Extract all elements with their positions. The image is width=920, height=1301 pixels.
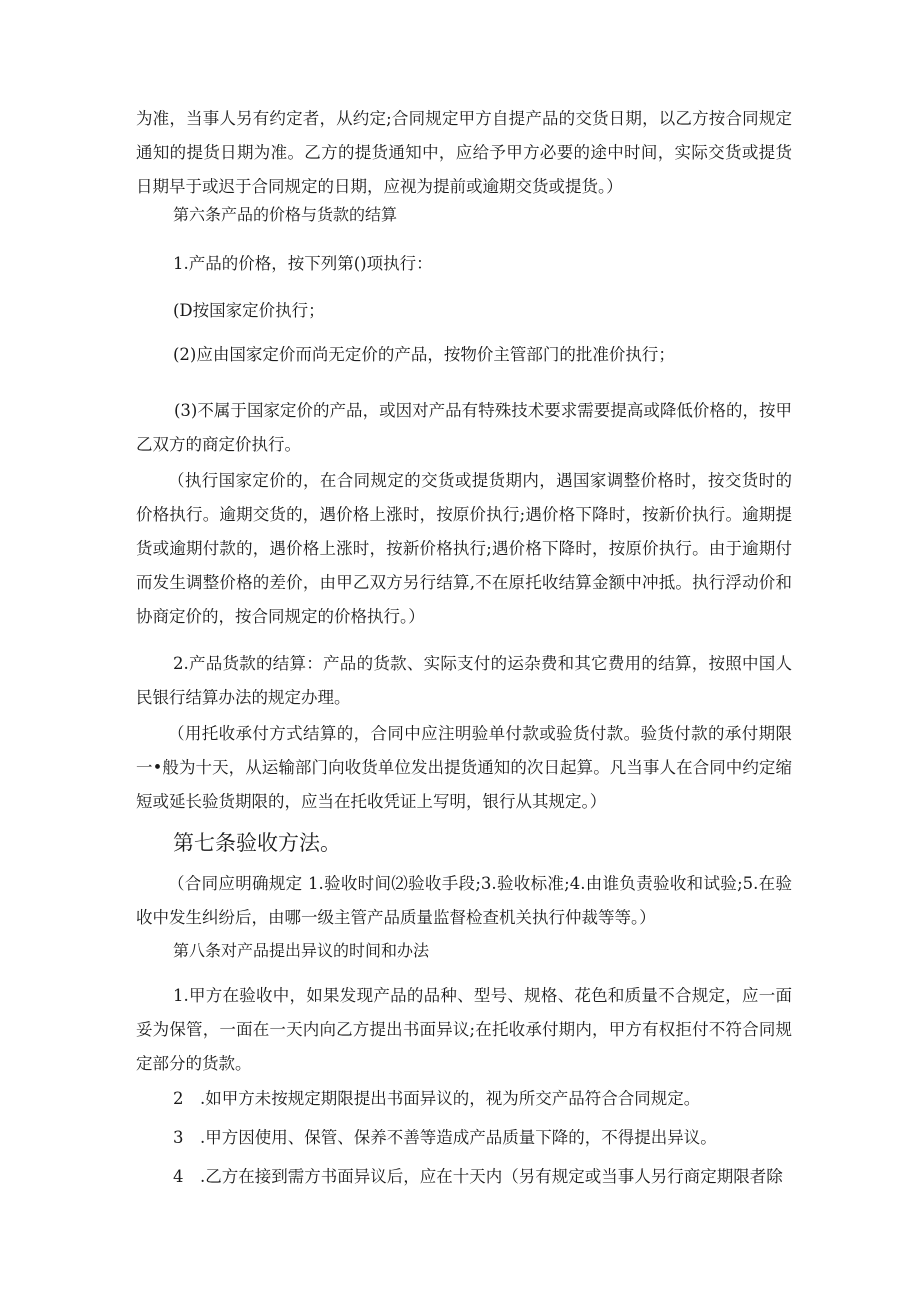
- article-7-note: （合同应明确规定 1.验收时间⑵验收手段;3.验收标准;4.由谁负责验收和试验;5.在验收中发生纠纷后，由哪一级主管产品质量监督检查机关执行仲裁等等。）: [136, 874, 792, 927]
- paragraph-delivery-continuation: 为准，当事人另有约定者，从约定;合同规定甲方自提产品的交货日期，以乙方按合同规定通知的提货日期为准。乙方的提货通知中，应给予甲方必要的途中时间，实际交货或提货日期早于或迟于合同规定的日期，应视为提前或逾期交货或提货。）: [136, 109, 792, 196]
- article-8-item-3: 3 .甲方因使用、保管、保养不善等造成产品质量下降的，不得提出异议。: [173, 1128, 717, 1147]
- article-7-title: 第七条验收方法。: [173, 831, 341, 855]
- article-6-item-1-option-2: (2)应由国家定价而尚无定价的产品，按物价主管部门的批准价执行；: [173, 345, 675, 364]
- article-6-note-price: （执行国家定价的，在合同规定的交货或提货期内，遇国家调整价格时，按交货时的价格执行。逾期交货的，遇价格上涨时，按原价执行;遇价格下降时，按新价执行。逾期提货或逾期付款的，遇价格上涨时，按新价格执行;遇价格下降时，按原价执行。由于逾期付而发生调整价格的差价，由甲乙双方另行结算,不在原托收结算金额中冲抵。执行浮动价和协商定价的，按合同规定的价格执行。）: [136, 471, 792, 626]
- article-6-item-1-option-3: (3)不属于国家定价的产品，或因对产品有特殊技术要求需要提高或降低价格的，按甲乙双方的商定价执行。: [136, 401, 792, 454]
- article-6-item-1: 1.产品的价格，按下列第()项执行：: [173, 254, 433, 273]
- article-6-item-2: 2.产品货款的结算：产品的货款、实际支付的运杂费和其它费用的结算，按照中国人民银行结算办法的规定办理。: [136, 654, 792, 707]
- article-8-item-4: 4 .乙方在接到需方书面异议后，应在十天内（另有规定或当事人另行商定期限者除: [173, 1167, 783, 1186]
- article-6-title: 第六条产品的价格与货款的结算: [173, 205, 398, 224]
- article-8-item-1: 1.甲方在验收中，如果发现产品的品种、型号、规格、花色和质量不合规定，应一面妥为保管，一面在一天内向乙方提出书面异议;在托收承付期内，甲方有权拒付不符合同规定部分的货款。: [136, 986, 792, 1073]
- article-8-item-2: 2 .如甲方未按规定期限提出书面异议的，视为所交产品符合合同规定。: [173, 1089, 701, 1108]
- article-6-item-1-option-1: (D按国家定价执行；: [173, 301, 325, 320]
- article-6-note-settlement: （用托收承付方式结算的，合同中应注明验单付款或验货付款。验货付款的承付期限一•般为十天，从运输部门向收货单位发出提货通知的次日起算。凡当事人在合同中约定缩短或延长验货期限的，应当在托收凭证上写明，银行从其规定。）: [136, 724, 792, 811]
- article-8-title: 第八条对产品提出异议的时间和办法: [173, 941, 430, 960]
